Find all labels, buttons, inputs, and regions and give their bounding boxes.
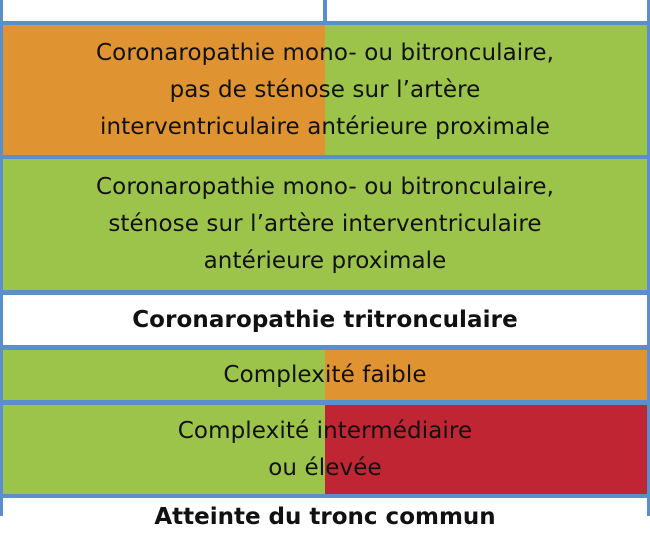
row-label: Complexité intermédiaire ou élevée xyxy=(177,417,473,481)
table-row-tritronculaire-header xyxy=(3,295,647,345)
top-right-cell xyxy=(327,0,647,21)
row-label: Coronaropathie mono- ou bitronculaire, pas de sténose sur l’artère interventriculaire antérieure proximale xyxy=(95,39,555,140)
top-left-cell xyxy=(3,0,323,21)
row-label: Coronaropathie mono- ou bitronculaire, sténose sur l’artère interventriculaire antérieure proximale xyxy=(95,174,555,274)
table-row-mono-bitronculaire-without-iva xyxy=(3,25,647,155)
table-row-intermediate-high-complexity xyxy=(3,405,647,494)
table-row-mono-bitronculaire-with-iva xyxy=(3,159,647,290)
section-header-label: Coronaropathie tritronculaire xyxy=(132,306,518,333)
table-row-partial-bottom xyxy=(3,498,647,530)
row-label: Complexité faible xyxy=(223,361,427,388)
table-row-low-complexity xyxy=(3,350,647,400)
partial-section-header-label: Atteinte du tronc commun xyxy=(154,504,496,530)
